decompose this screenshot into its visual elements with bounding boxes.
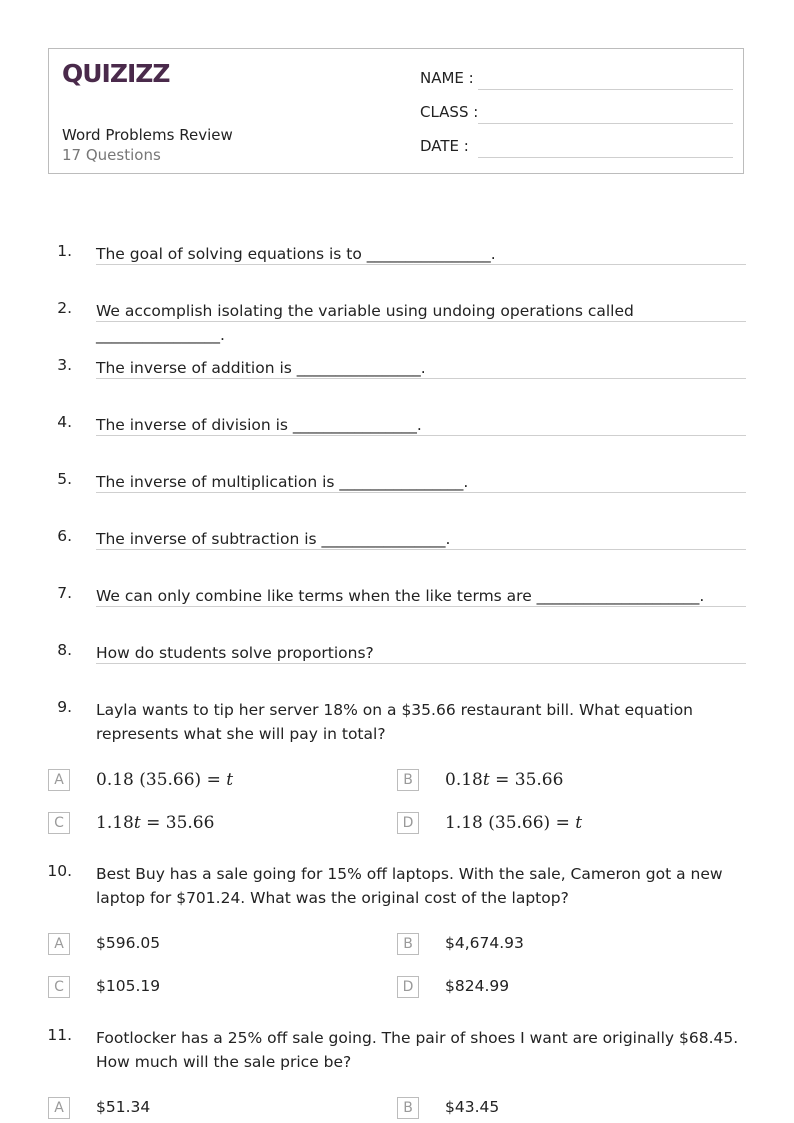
class-field[interactable]: [420, 103, 733, 127]
question-text: The inverse of division is ________________.: [96, 416, 422, 434]
question-count: 17 Questions: [62, 146, 161, 164]
option-text: 0.18t = 35.66: [445, 770, 564, 790]
name-field[interactable]: [420, 69, 733, 93]
date-line: [478, 157, 733, 158]
option-letter-box[interactable]: C: [48, 812, 70, 834]
option-text: 1.18 (35.66) = t: [445, 813, 583, 833]
option-letter-box[interactable]: A: [48, 769, 70, 791]
answer-line[interactable]: [96, 492, 746, 493]
worksheet-header: [48, 48, 744, 174]
option-text: $4,674.93: [445, 934, 524, 952]
option-letter-box[interactable]: D: [397, 976, 419, 998]
question-number: 4.: [57, 413, 72, 431]
class-line: [478, 123, 733, 124]
quizizz-logo: QUIZIZZ: [62, 59, 170, 88]
date-field[interactable]: [420, 137, 733, 161]
option-letter-box[interactable]: A: [48, 1097, 70, 1119]
question-text: We can only combine like terms when the like terms are _____________________.: [96, 587, 705, 605]
question-number: 11.: [47, 1026, 72, 1044]
question-number: 1.: [57, 242, 72, 260]
worksheet-title: Word Problems Review: [62, 126, 233, 144]
option-text: $43.45: [445, 1098, 500, 1116]
question-number: 8.: [57, 641, 72, 659]
option-letter-box[interactable]: B: [397, 769, 419, 791]
question-number: 9.: [57, 698, 72, 716]
option-text: 0.18 (35.66) = t: [96, 770, 234, 790]
answer-line[interactable]: [96, 435, 746, 436]
question-number: 2.: [57, 299, 72, 317]
question-number: 6.: [57, 527, 72, 545]
name-label: NAME :: [420, 69, 474, 87]
answer-line[interactable]: [96, 606, 746, 607]
option-letter-box[interactable]: C: [48, 976, 70, 998]
name-line: [478, 89, 733, 90]
question-text: The goal of solving equations is to ________________.: [96, 245, 496, 263]
answer-line[interactable]: [96, 378, 746, 379]
answer-line[interactable]: [96, 264, 746, 265]
option-letter-box[interactable]: B: [397, 1097, 419, 1119]
answer-line[interactable]: [96, 549, 746, 550]
answer-line[interactable]: [96, 321, 746, 322]
question-text: Best Buy has a sale going for 15% off laptops. With the sale, Cameron got a new laptop for $701.24. What was the original cost of the laptop?: [96, 865, 723, 907]
question-text: The inverse of subtraction is ________________.: [96, 530, 451, 548]
question-number: 10.: [47, 862, 72, 880]
option-text: 1.18t = 35.66: [96, 813, 215, 833]
question-number: 5.: [57, 470, 72, 488]
question-text: How do students solve proportions?: [96, 644, 374, 662]
question-text: The inverse of multiplication is ________________.: [96, 473, 469, 491]
answer-line[interactable]: [96, 663, 746, 664]
date-label: DATE :: [420, 137, 469, 155]
question-number: 3.: [57, 356, 72, 374]
question-number: 7.: [57, 584, 72, 602]
option-letter-box[interactable]: B: [397, 933, 419, 955]
option-text: $596.05: [96, 934, 161, 952]
question-text: The inverse of addition is ________________.: [96, 359, 426, 377]
question-text: We accomplish isolating the variable using undoing operations called ________________.: [96, 302, 634, 344]
option-letter-box[interactable]: A: [48, 933, 70, 955]
option-text: $105.19: [96, 977, 161, 995]
option-letter-box[interactable]: D: [397, 812, 419, 834]
option-text: $51.34: [96, 1098, 151, 1116]
class-label: CLASS :: [420, 103, 479, 121]
option-text: $824.99: [445, 977, 510, 995]
question-text: Footlocker has a 25% off sale going. The pair of shoes I want are originally $68.45. How much will the sale price be?: [96, 1029, 739, 1071]
question-text: Layla wants to tip her server 18% on a $35.66 restaurant bill. What equation represents what she will pay in total?: [96, 701, 693, 743]
